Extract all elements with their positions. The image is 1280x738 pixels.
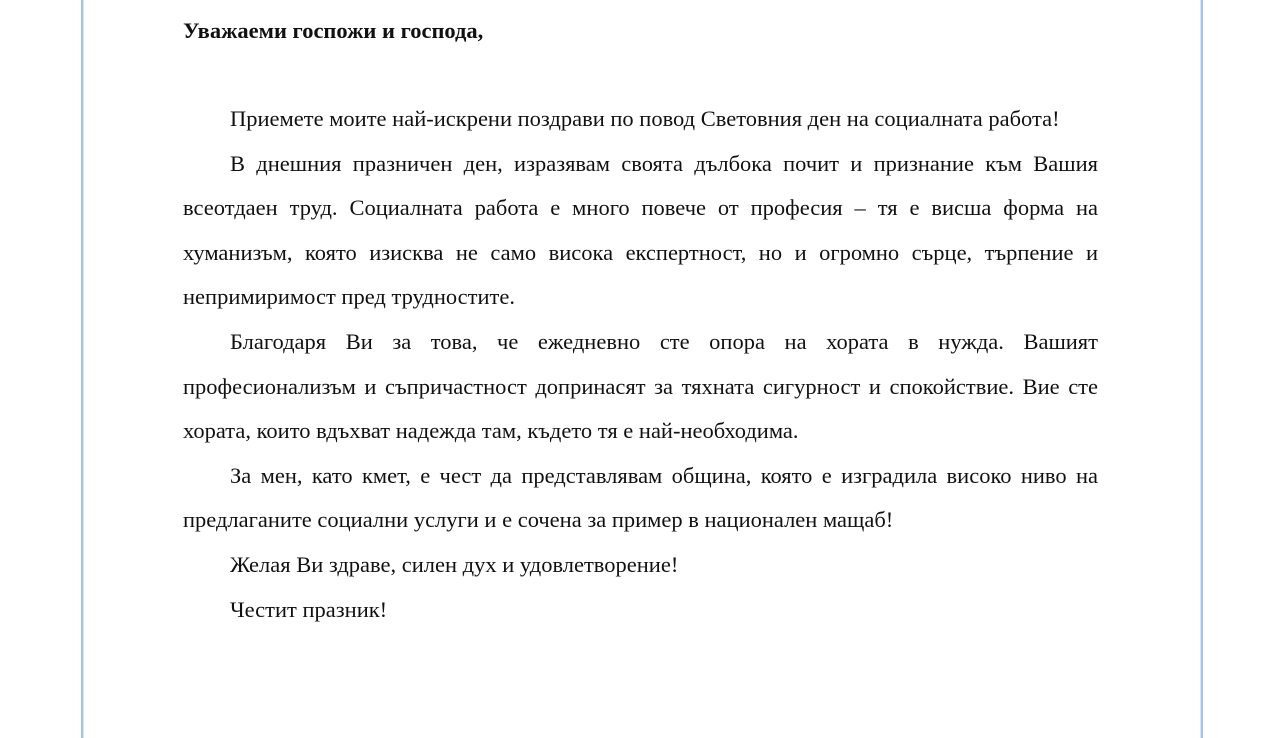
paragraph-tribute: В днешния празничен ден, изразявам своята дълбока почит и признание към Вашия всеотдаен труд. Социалната работа е много повече от професия – тя е висша форма на хуманизъм, която изисква не само висока експертност, но и огромно сърце, търпение и непримиримост пред трудностите. (183, 150, 1098, 310)
paragraph-closing: Честит празник! (230, 596, 388, 622)
paragraph-mayor-statement: За мен, като кмет, е чест да представлявам община, която е изградила високо ниво на предлаганите социални услуги и е сочена за пример в национален мащаб! (183, 462, 1098, 533)
paragraph-greeting: Приемете моите най-искрени поздрави по повод Световния ден на социалната работа! (230, 106, 1060, 131)
paragraph-wishes: Желая Ви здраве, силен дух и удовлетворение! (230, 551, 679, 577)
letter-text (183, 97, 1098, 632)
paragraph-gratitude: Благодаря Ви за това, че ежедневно сте опора на хората в нужда. Вашият професионализъм и съпричастност допринасят за тяхната сигурност и спокойствие. Вие сте хората, които вдъхват надежда там, където тя е най-необходима. (183, 328, 1098, 444)
salutation: Уважаеми госпожи и господа, (183, 18, 484, 43)
